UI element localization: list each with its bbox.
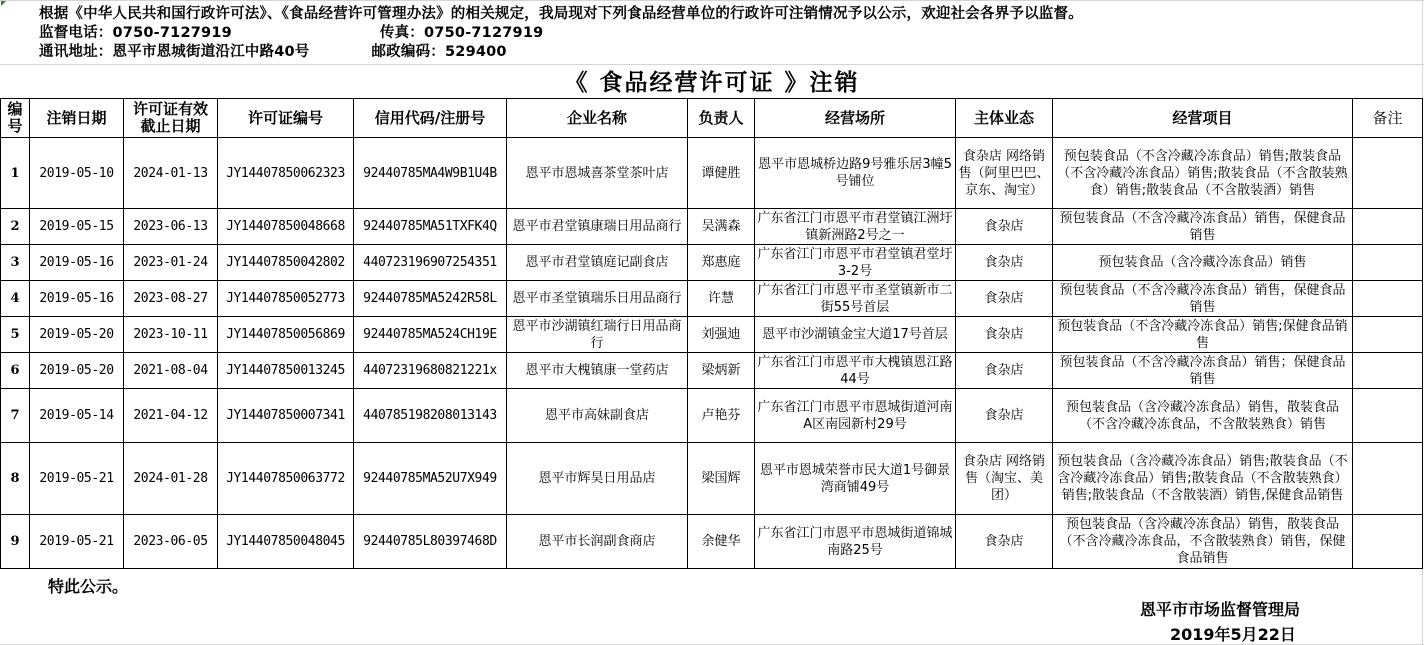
- postcode-value: 529400: [444, 44, 507, 60]
- cell-person[interactable]: 刘强迪: [688, 317, 755, 353]
- cell-scope[interactable]: 预包装食品（不含冷藏冷冻食品）销售;散装食品（不含冷藏冷冻食品）销售;散装食品（不含散装熟食）销售;散装食品（不含散装酒）销售: [1053, 138, 1353, 209]
- cell-no[interactable]: 8: [1, 443, 30, 515]
- header-address[interactable]: 经营场所: [755, 99, 956, 138]
- intro-statement: 根据《中华人民共和国行政许可法》、《食品经营许可管理办法》的相关规定，我局现对下列食品经营单位的行政许可注销情况予以公示，欢迎社会各界予以监督。: [39, 6, 1083, 22]
- cell-business-type[interactable]: 食杂店: [956, 209, 1053, 245]
- table-row: [1, 281, 1423, 317]
- cell-person[interactable]: 郑惠庭: [688, 245, 755, 281]
- table-row: [1, 353, 1423, 389]
- cell-person[interactable]: 谭健胜: [688, 138, 755, 209]
- cell-company-name[interactable]: 恩平市高妹副食店: [507, 389, 688, 443]
- cell-address[interactable]: 广东省江门市恩平市恩城街道锦城南路25号: [755, 515, 956, 569]
- cell-no[interactable]: 9: [1, 515, 30, 569]
- address-value: 恩平市恩城街道沿江中路40号: [112, 44, 310, 60]
- table-row: [1, 443, 1423, 515]
- cell-company-name[interactable]: 恩平市大槐镇康一堂药店: [507, 353, 688, 389]
- cell-cancel-date[interactable]: 2019-05-16: [30, 245, 124, 281]
- cell-license[interactable]: JY14407850063772: [218, 443, 354, 515]
- address-label: 通讯地址：: [39, 44, 113, 60]
- cell-scope[interactable]: 预包装食品（不含冷藏冷冻食品）销售，保健食品销售: [1053, 209, 1353, 245]
- issuing-organization: 恩平市市场监督管理局: [1140, 600, 1301, 619]
- cell-business-type[interactable]: 食杂店: [956, 515, 1053, 569]
- cell-business-type[interactable]: 食杂店 网络销售（淘宝、美团）: [956, 443, 1053, 515]
- cell-license[interactable]: JY14407850007341: [218, 389, 354, 443]
- cell-address[interactable]: 恩平市恩城荣誉市民大道1号御景湾商铺49号: [755, 443, 956, 515]
- cell-credit-code[interactable]: 92440785MA52U7X949: [354, 443, 507, 515]
- cell-remark[interactable]: [1353, 353, 1423, 389]
- cell-remark[interactable]: [1353, 317, 1423, 353]
- cell-remark[interactable]: [1353, 443, 1423, 515]
- cell-license[interactable]: JY14407850052773: [218, 281, 354, 317]
- cell-address[interactable]: 广东省江门市恩平市大槐镇恩江路44号: [755, 353, 956, 389]
- header-credit-code[interactable]: 信用代码/注册号: [354, 99, 507, 138]
- table-header-row: [1, 99, 1423, 138]
- header-scope[interactable]: 经营项目: [1053, 99, 1353, 138]
- intro-contact-line: [39, 24, 543, 43]
- cell-address[interactable]: 广东省江门市恩平市圣堂镇新市二街55号首层: [755, 281, 956, 317]
- cell-cancel-date[interactable]: 2019-05-20: [30, 353, 124, 389]
- cell-address[interactable]: 广东省江门市恩平市君堂镇君堂圩3-2号: [755, 245, 956, 281]
- table-row: [1, 138, 1423, 209]
- gridline: [0, 0, 1424, 1]
- cell-business-type[interactable]: 食杂店 网络销售（阿里巴巴、京东、淘宝）: [956, 138, 1053, 209]
- cell-scope[interactable]: 预包装食品（含冷藏冷冻食品）销售，散装食品（不含冷藏冷冻食品，不含散装熟食）销售，保健食品销售: [1053, 515, 1353, 569]
- postcode-label: 邮政编码：: [371, 44, 445, 60]
- cell-scope[interactable]: 预包装食品（不含冷藏冷冻食品）销售；保健食品销售: [1053, 353, 1353, 389]
- cell-person[interactable]: 梁炳新: [688, 353, 755, 389]
- cell-license[interactable]: JY14407850013245: [218, 353, 354, 389]
- cell-scope[interactable]: 预包装食品（含冷藏冷冻食品）销售: [1053, 245, 1353, 281]
- issue-date: 2019年5月22日: [1170, 625, 1296, 644]
- cell-expiry[interactable]: 2021-08-04: [124, 353, 218, 389]
- cell-expiry[interactable]: 2023-01-24: [124, 245, 218, 281]
- cell-company-name[interactable]: 恩平市长润副食商店: [507, 515, 688, 569]
- cell-license[interactable]: JY14407850062323: [218, 138, 354, 209]
- cell-scope[interactable]: 预包装食品（不含冷藏冷冻食品）销售;保健食品销售: [1053, 317, 1353, 353]
- cell-credit-code[interactable]: 92440785MA4W9B1U4B: [354, 138, 507, 209]
- cell-cancel-date[interactable]: 2019-05-14: [30, 389, 124, 443]
- cell-company-name[interactable]: 恩平市沙湖镇红瑞行日用品商行: [507, 317, 688, 353]
- header-remark[interactable]: 备注: [1353, 99, 1423, 138]
- cell-license[interactable]: JY14407850048045: [218, 515, 354, 569]
- fax-label: 传真：: [379, 25, 425, 41]
- cell-address[interactable]: 恩平市恩城桥边路9号雅乐居3幢5号铺位: [755, 138, 956, 209]
- cell-no[interactable]: 5: [1, 317, 30, 353]
- cell-expiry[interactable]: 2023-08-27: [124, 281, 218, 317]
- cell-no[interactable]: 7: [1, 389, 30, 443]
- cell-credit-code[interactable]: 44072319680821221x: [354, 353, 507, 389]
- cell-address[interactable]: 广东省江门市恩平市君堂镇江洲圩镇新洲路2号之一: [755, 209, 956, 245]
- header-person[interactable]: 负责人: [688, 99, 755, 138]
- cell-business-type[interactable]: 食杂店: [956, 245, 1053, 281]
- header-business-type[interactable]: 主体业态: [956, 99, 1053, 138]
- cell-address[interactable]: 广东省江门市恩平市恩城街道河南A区南园新村29号: [755, 389, 956, 443]
- cell-cancel-date[interactable]: 2019-05-21: [30, 443, 124, 515]
- cell-business-type[interactable]: 食杂店: [956, 389, 1053, 443]
- cell-company-name[interactable]: 恩平市恩城喜茶堂茶叶店: [507, 138, 688, 209]
- phone-value: 0750-7127919: [112, 25, 232, 41]
- cell-remark[interactable]: [1353, 209, 1423, 245]
- cell-scope[interactable]: 预包装食品（含冷藏冷冻食品）销售;散装食品（不含冷藏冷冻食品）销售;散装食品（不含散装熟食）销售;散装食品（不含散装酒）销售,保健食品销售: [1053, 443, 1353, 515]
- table-row: [1, 245, 1423, 281]
- header-company-name[interactable]: 企业名称: [507, 99, 688, 138]
- table-row: [1, 317, 1423, 353]
- header-expiry[interactable]: 许可证有效截止日期: [124, 99, 218, 138]
- cell-company-name[interactable]: 恩平市圣堂镇瑞乐日用品商行: [507, 281, 688, 317]
- cell-credit-code[interactable]: 92440785MA51TXFK4Q: [354, 209, 507, 245]
- header-no[interactable]: 编号: [1, 99, 30, 138]
- cell-no[interactable]: 1: [1, 138, 30, 209]
- header-license[interactable]: 许可证编号: [218, 99, 354, 138]
- cell-credit-code[interactable]: 440785198208013143: [354, 389, 507, 443]
- cell-license[interactable]: JY14407850042802: [218, 245, 354, 281]
- cell-business-type[interactable]: 食杂店: [956, 281, 1053, 317]
- cell-person[interactable]: 余健华: [688, 515, 755, 569]
- phone-label: 监督电话：: [39, 25, 113, 41]
- cell-no[interactable]: 3: [1, 245, 30, 281]
- page-title: 《 食品经营许可证 》注销: [564, 70, 860, 96]
- cell-company-name[interactable]: 恩平市辉昊日用品店: [507, 443, 688, 515]
- table-row: [1, 515, 1423, 569]
- cell-expiry[interactable]: 2024-01-13: [124, 138, 218, 209]
- cell-expiry[interactable]: 2021-04-12: [124, 389, 218, 443]
- cell-business-type[interactable]: 食杂店: [956, 317, 1053, 353]
- intro-address-line: [39, 43, 507, 62]
- cell-cancel-date[interactable]: 2019-05-15: [30, 209, 124, 245]
- cell-cancel-date[interactable]: 2019-05-16: [30, 281, 124, 317]
- cell-scope[interactable]: 预包装食品（含冷藏冷冻食品）销售，散装食品（不含冷藏冷冻食品，不含散装熟食）销售: [1053, 389, 1353, 443]
- cell-cancel-date[interactable]: 2019-05-20: [30, 317, 124, 353]
- cell-no[interactable]: 6: [1, 353, 30, 389]
- cell-person[interactable]: 卢艳芬: [688, 389, 755, 443]
- cell-expiry[interactable]: 2023-06-13: [124, 209, 218, 245]
- cell-credit-code[interactable]: 440723196907254351: [354, 245, 507, 281]
- cell-credit-code[interactable]: 92440785MA5242R58L: [354, 281, 507, 317]
- cell-credit-code[interactable]: 92440785MA524CH19E: [354, 317, 507, 353]
- fax-value: 0750-7127919: [424, 25, 544, 41]
- cell-license[interactable]: JY14407850048668: [218, 209, 354, 245]
- cell-cancel-date[interactable]: 2019-05-21: [30, 515, 124, 569]
- cell-no[interactable]: 2: [1, 209, 30, 245]
- cell-company-name[interactable]: 恩平市君堂镇康瑞日用品商行: [507, 209, 688, 245]
- cell-remark[interactable]: [1353, 389, 1423, 443]
- cell-cancel-date[interactable]: 2019-05-10: [30, 138, 124, 209]
- cell-license[interactable]: JY14407850056869: [218, 317, 354, 353]
- cell-remark[interactable]: [1353, 281, 1423, 317]
- header-cancel-date[interactable]: 注销日期: [30, 99, 124, 138]
- table-row: [1, 209, 1423, 245]
- cell-scope[interactable]: 预包装食品（不含冷藏冷冻食品）销售，保健食品销售: [1053, 281, 1353, 317]
- cell-remark[interactable]: [1353, 245, 1423, 281]
- cell-marker: [1, 1, 6, 6]
- cell-remark[interactable]: [1353, 515, 1423, 569]
- cancellation-table: [0, 98, 1423, 569]
- cell-address[interactable]: 恩平市沙湖镇金宝大道17号首层: [755, 317, 956, 353]
- cell-person[interactable]: 吴满森: [688, 209, 755, 245]
- cell-remark[interactable]: [1353, 138, 1423, 209]
- cell-person[interactable]: 许慧: [688, 281, 755, 317]
- footer-note: 特此公示。: [48, 577, 129, 596]
- cell-company-name[interactable]: 恩平市君堂镇庭记副食店: [507, 245, 688, 281]
- cell-person[interactable]: 梁国辉: [688, 443, 755, 515]
- cell-credit-code[interactable]: 92440785L80397468D: [354, 515, 507, 569]
- cell-expiry[interactable]: 2024-01-28: [124, 443, 218, 515]
- cell-no[interactable]: 4: [1, 281, 30, 317]
- cell-business-type[interactable]: 食杂店: [956, 353, 1053, 389]
- cell-expiry[interactable]: 2023-10-11: [124, 317, 218, 353]
- table-row: [1, 389, 1423, 443]
- cell-expiry[interactable]: 2023-06-05: [124, 515, 218, 569]
